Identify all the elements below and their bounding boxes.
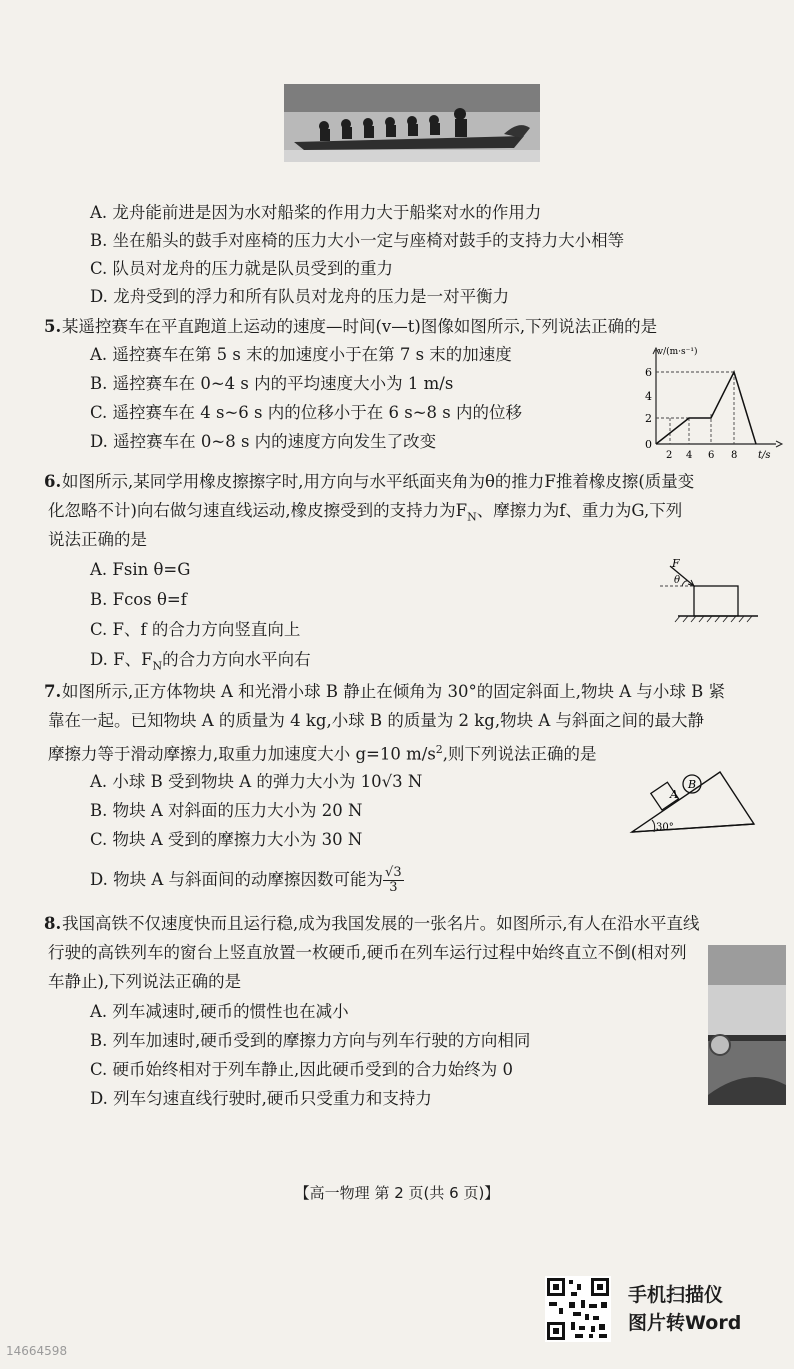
scanner-label-line-2: 图片转Word (628, 1312, 742, 1334)
q5-stem: 某遥控赛车在平直跑道上运动的速度—时间(v—t)图像如图所示,下列说法正确的是 (62, 317, 658, 336)
q5-graph-xtick-2: 2 (666, 450, 673, 461)
q7-fig-ball-label: B (688, 778, 697, 791)
dragon-boat-drawing (284, 84, 540, 162)
q7-option-b: B. 物块 A 对斜面的压力大小为 20 N (90, 801, 363, 820)
q8-option-d: D. 列车匀速直线行驶时,硬币只受重力和支持力 (90, 1089, 432, 1108)
q5-graph-ytick-6: 6 (645, 366, 652, 379)
q8-stem-line-2: 行驶的高铁列车的窗台上竖直放置一枚硬币,硬币在列车运行过程中始终直立不倒(相对列 (48, 943, 687, 962)
q6-stem-line-2-head: 化忽略不计)向右做匀速直线运动,橡皮擦受到的支持力为F (48, 501, 468, 520)
q7-option-d (90, 866, 404, 895)
q7-incline-figure (628, 764, 760, 836)
q6-number: 6. (44, 472, 62, 491)
q4-option-b: B. 坐在船头的鼓手对座椅的压力大小一定与座椅对鼓手的支持力大小相等 (90, 231, 625, 250)
q6-stem-line-1: 如图所示,某同学用橡皮擦擦字时,用方向与水平纸面夹角为θ的推力F推着橡皮擦(质量变 (62, 472, 695, 491)
q5-vt-graph (636, 342, 786, 470)
q8-option-a: A. 列车减速时,硬币的惯性也在减小 (90, 1002, 349, 1021)
page-footer: 【高一物理 第 2 页(共 6 页)】 (294, 1184, 500, 1202)
q5-option-b: B. 遥控赛车在 0~4 s 内的平均速度大小为 1 m/s (90, 374, 454, 393)
q6-fig-angle-label: θ (674, 575, 681, 586)
q4-option-d: D. 龙舟受到的浮力和所有队员对龙舟的压力是一对平衡力 (90, 287, 510, 306)
q5-graph-ylabel: v/(m·s⁻¹) (658, 347, 698, 357)
q7-stem-line-3-tail: ,则下列说法正确的是 (442, 744, 597, 764)
q8-option-b: B. 列车加速时,硬币受到的摩擦力方向与列车行驶的方向相同 (90, 1031, 531, 1050)
q5-graph-ytick-4: 4 (645, 390, 652, 403)
q5-graph-xtick-4: 4 (686, 450, 693, 461)
q6-option-b: B. Fcos θ=f (90, 590, 187, 609)
q7-stem-line-1: 如图所示,正方体物块 A 和光滑小球 B 静止在倾角为 30°的固定斜面上,物块 A 与小球 B 紧 (62, 682, 726, 701)
q4-option-a: A. 龙舟能前进是因为水对船桨的作用力大于船桨对水的作用力 (90, 203, 542, 222)
q7-frac-numerator: √3 (385, 865, 402, 880)
q6-option-a: A. Fsin θ=G (90, 560, 191, 579)
q7-option-a: A. 小球 B 受到物块 A 的弹力大小为 10√3 N (90, 772, 423, 791)
q7-option-d-head: D. 物块 A 与斜面间的动摩擦因数可能为 (90, 870, 384, 889)
qr-code-icon (545, 1276, 611, 1342)
q6-option-d-head: D. F、F (90, 650, 153, 669)
q6-stem-line-2-tail: 、摩擦力为f、重力为G,下列 (476, 501, 683, 520)
q5-graph-ytick-0: 0 (645, 438, 652, 451)
q8-stem-line-3: 车静止),下列说法正确的是 (48, 972, 242, 991)
q5-graph-xlabel: t/s (758, 450, 771, 461)
dragon-boat-photo (284, 84, 540, 162)
q8-stem-line-1: 我国高铁不仅速度快而且运行稳,成为我国发展的一张名片。如图所示,有人在沿水平直线 (62, 914, 700, 933)
q7-fig-block-label: A (670, 788, 678, 801)
q7-stem-line-2: 靠在一起。已知物块 A 的质量为 4 kg,小球 B 的质量为 2 kg,物块 A 与斜面之间的最大静 (48, 711, 705, 730)
q7-stem-line-3-head: 摩擦力等于滑动摩擦力,取重力加速度大小 g=10 m/s (48, 744, 436, 764)
q8-number: 8. (44, 914, 62, 933)
q5-number: 5. (44, 317, 62, 336)
q6-option-c: C. F、f 的合力方向竖直向上 (90, 620, 301, 639)
q5-option-d: D. 遥控赛车在 0~8 s 内的速度方向发生了改变 (90, 432, 437, 451)
q7-stem-line-3: 摩擦力等于滑动摩擦力,取重力加速度大小 g=10 $m/s^2$,则下列说法正确的是 (48, 743, 597, 764)
q6-fig-force-label: F (672, 558, 680, 570)
q6-eraser-figure (642, 558, 762, 630)
q6-stem-line-3: 说法正确的是 (48, 530, 147, 549)
q7-frac-denominator: 3 (389, 880, 398, 895)
train-coin-photo (708, 945, 786, 1105)
q6-option-d-tail: 的合力方向水平向右 (162, 650, 311, 669)
q5-graph-xtick-6: 6 (708, 450, 715, 461)
page-id: 14664598 (6, 1344, 68, 1358)
q5-option-c: C. 遥控赛车在 4 s~6 s 内的位移小于在 6 s~8 s 内的位移 (90, 403, 522, 422)
q6-stem-line-2: 化忽略不计)向右做匀速直线运动,橡皮擦受到的支持力为$F_N$、摩擦力为f、重力为G,下列 (48, 501, 683, 524)
q5-graph-xtick-8: 8 (731, 450, 738, 461)
q8-option-c: C. 硬币始终相对于列车静止,因此硬币受到的合力始终为 0 (90, 1060, 514, 1079)
q5-option-a: A. 遥控赛车在第 5 s 末的加速度小于在第 7 s 末的加速度 (90, 345, 512, 364)
q7-fig-angle-label: 30° (656, 822, 674, 833)
q6-option-d: D. F、$F_N$的合力方向水平向右 (90, 650, 311, 673)
q7-number: 7. (44, 682, 62, 701)
q7-option-c: C. 物块 A 受到的摩擦力大小为 30 N (90, 830, 363, 849)
q7-option-d-fraction (383, 866, 404, 895)
scanner-label-line-1: 手机扫描仪 (628, 1284, 724, 1306)
q5-graph-ytick-2: 2 (645, 412, 652, 425)
q4-option-c: C. 队员对龙舟的压力就是队员受到的重力 (90, 259, 394, 278)
